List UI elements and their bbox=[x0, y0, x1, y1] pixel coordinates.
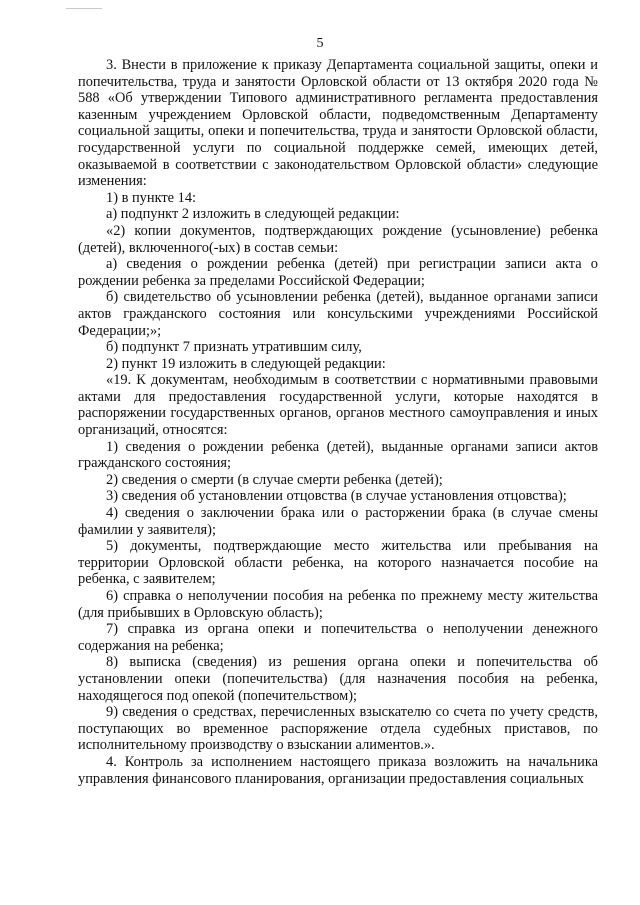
paragraph-clause-19: «19. К документам, необходимым в соответствии с нормативными правовыми актами для предоставления государственной услуги, которые находятся в распоряжении государственных органов, органов местного самоуправления и иных организаций, относятся: bbox=[78, 372, 598, 439]
list-item-3: 3) сведения об установлении отцовства (в случае установления отцовства); bbox=[106, 488, 567, 505]
list-item-8: 8) выписка (сведения) из решения органа опеки и попечительства об установлении опеки (попечительства) (для назначения пособия на ребенка, находящегося под опекой (попечительством); bbox=[78, 654, 598, 704]
paragraph-item-4-control: 4. Контроль за исполнением настоящего приказа возложить на начальника управления финансового планирования, организации предоставления социальных bbox=[78, 753, 598, 787]
paragraph-subitem-2-text: «2) копии документов, подтверждающих рождение (усыновление) ребенка (детей), включенного(-ых) в состав семьи: bbox=[78, 222, 598, 256]
list-item-7: 7) справка из органа опеки и попечительства о неполучении денежного содержания на ребенка; bbox=[78, 621, 598, 654]
list-item-2: 2) сведения о смерти (в случае смерти ребенка (детей); bbox=[106, 471, 443, 488]
paragraph-item-2: 2) пункт 19 изложить в следующей редакции: bbox=[106, 355, 386, 372]
list-item-4: 4) сведения о заключении брака или о расторжении брака (в случае смены фамилии у заявителя); bbox=[78, 505, 598, 538]
list-item-5: 5) документы, подтверждающие место жительства или пребывания на территории Орловской области ребенка, на которого назначается пособие на ребенка, с заявителем; bbox=[78, 538, 598, 588]
list-item-1: 1) сведения о рождении ребенка (детей), выданные органами записи актов гражданского состояния; bbox=[78, 438, 598, 472]
list-item-9: 9) сведения о средствах, перечисленных взыскателю со счета по учету средств, поступающих во временное распоряжение отдела судебных приставов, по исполнительному производству о взыскании алиментов.». bbox=[78, 704, 598, 754]
list-item-6: 6) справка о неполучении пособия на ребенка по прежнему месту жительства (для прибывших в Орловскую область); bbox=[78, 588, 598, 621]
paragraph-amendment-intro: 3. Внести в приложение к приказу Департамента социальной защиты, опеки и попечительства, труда и занятости Орловской области от 13 октября 2020 года № 588 «Об утверждении Типового административного регламента предоставления казенным учреждением Орловской области, подведомственным Департаменту социальной защиты, опеки и попечительства, труда и занятости Орловской области, государственной услуги по социальной поддержке семей, имеющих детей, оказываемой в соответствии с законодательством Орловской области» следующие изменения: bbox=[78, 57, 598, 190]
paragraph-birth-info: а) сведения о рождении ребенка (детей) при регистрации записи акта о рождении ребенка за пределами Российской Федерации; bbox=[78, 256, 598, 289]
page-number: 5 bbox=[316, 36, 324, 51]
scan-mark bbox=[66, 8, 102, 9]
paragraph-item-1: 1) в пункте 14: bbox=[106, 189, 197, 206]
paragraph-subitem-a: а) подпункт 2 изложить в следующей редакции: bbox=[106, 206, 400, 223]
document-body bbox=[78, 57, 598, 787]
paragraph-adoption-certificate: б) свидетельство об усыновлении ребенка (детей), выданное органами записи актов гражданского состояния или консульскими учреждениями Российской Федерации;»; bbox=[78, 289, 598, 339]
paragraph-subitem-b: б) подпункт 7 признать утратившим силу, bbox=[106, 339, 362, 356]
